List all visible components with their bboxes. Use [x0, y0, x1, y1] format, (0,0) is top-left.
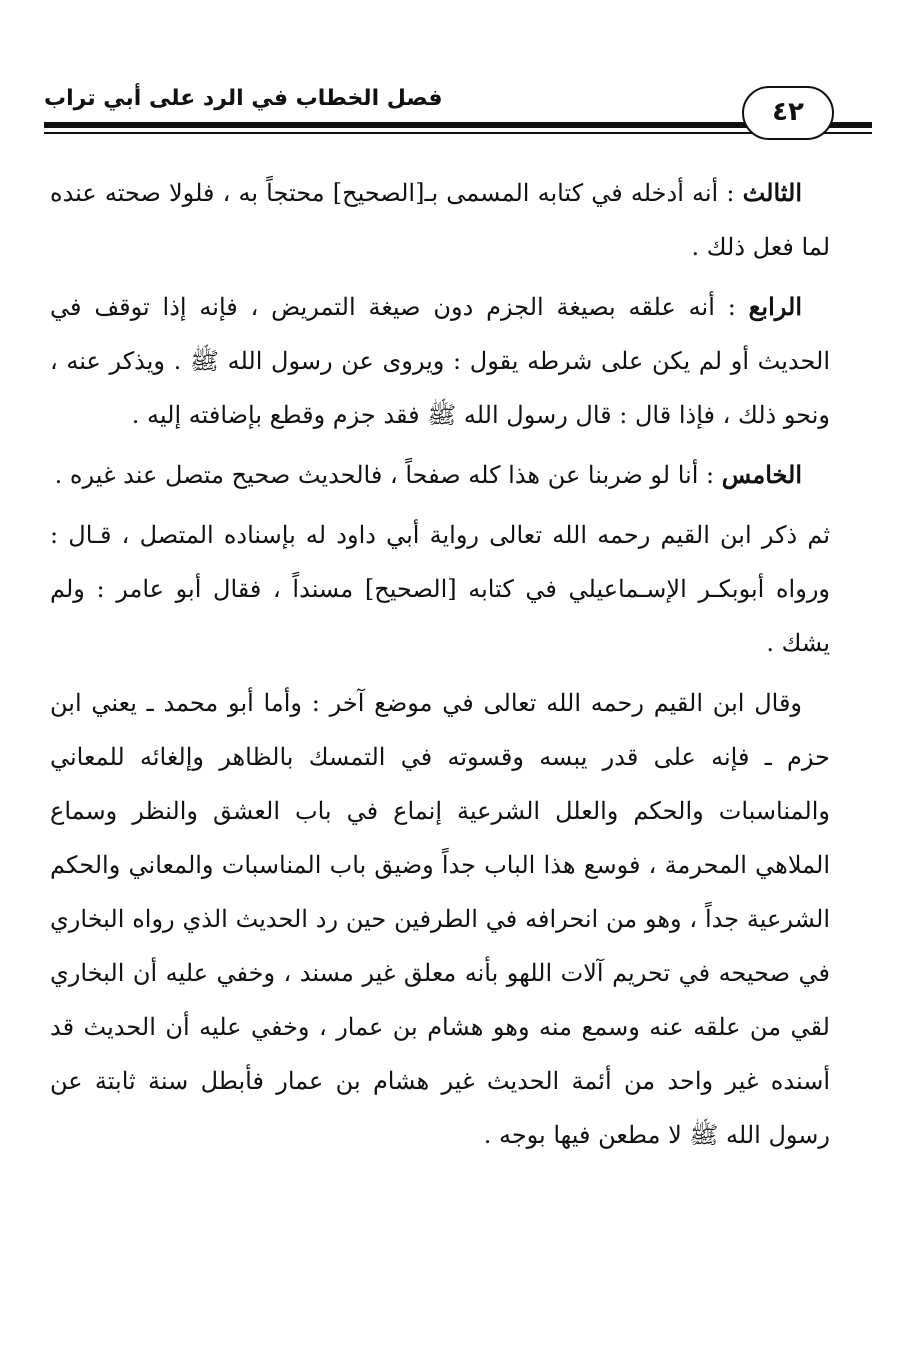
paragraph-text: : أنه علقه بصيغة الجزم دون صيغة التمريض ، فإنه إذا توقف في الحديث أو لم يكن على شرطه يقول : ويروى عن رسول الله ﷺ . ويذكر عنه ، ونحو ذلك ، فإذا قال : قال رسول الله ﷺ فقد جزم وقطع بإضافته إليه . [50, 293, 830, 429]
paragraph-text: ثم ذكر ابن القيم رحمه الله تعالى رواية أبي داود له بإسناده المتصل ، قـال : ورواه أبوبكـر الإسـماعيلي في كتابه [الصحيح] مسنداً ، فقال أبو عامر : ولم يشك . [50, 521, 831, 657]
paragraph-abu-dawud [50, 508, 830, 670]
header-rule-thin [44, 132, 872, 134]
running-title: فصل الخطاب في الرد على أبي تراب [44, 86, 443, 111]
paragraph-fourth [50, 280, 830, 442]
page-header [44, 70, 872, 140]
paragraph-lead: الخامس [721, 460, 802, 489]
paragraph-text: وقال ابن القيم رحمه الله تعالى في موضع آخر : وأما أبو محمد ـ يعني ابن حزم ـ فإنه على قدر يبسه وقسوته في التمسك بالظاهر وإلغائه للمعاني والمناسبات والحكم والعلل الشرعية إنماع في باب العشق والنظر وسماع الملاهي المحرمة ، فوسع هذا الباب جداً وضيق باب المناسبات والمعاني والحكم الشرعية جداً ، وهو من انحرافه في الطرفين حين رد الحديث الذي رواه البخاري في صحيحه في تحريم آلات اللهو بأنه معلق غير مسند ، وخفي عليه أن البخاري لقي من علقه عنه وسمع منه وهو هشام بن عمار ، وخفي عليه أن الحديث قد أسنده غير واحد من أئمة الحديث غير هشام بن عمار فأبطل سنة ثابتة عن رسول الله ﷺ لا مطعن فيها بوجه . [50, 689, 830, 1149]
paragraph-third [50, 166, 830, 274]
paragraph-fifth [50, 448, 830, 502]
page-number: ٤٢ [772, 97, 804, 127]
paragraph-lead: الثالث [742, 178, 802, 207]
body-text [50, 166, 830, 1168]
page-number-badge [742, 86, 834, 140]
paragraph-text: : أنا لو ضربنا عن هذا كله صفحاً ، فالحديث صحيح متصل عند غيره . [54, 461, 722, 489]
paragraph-text: : أنه أدخله في كتابه المسمى بـ[الصحيح] محتجاً به ، فلولا صحته عنده لما فعل ذلك . [50, 179, 830, 261]
paragraph-ibn-hazm [50, 676, 830, 1162]
paragraph-lead: الرابع [748, 292, 802, 321]
